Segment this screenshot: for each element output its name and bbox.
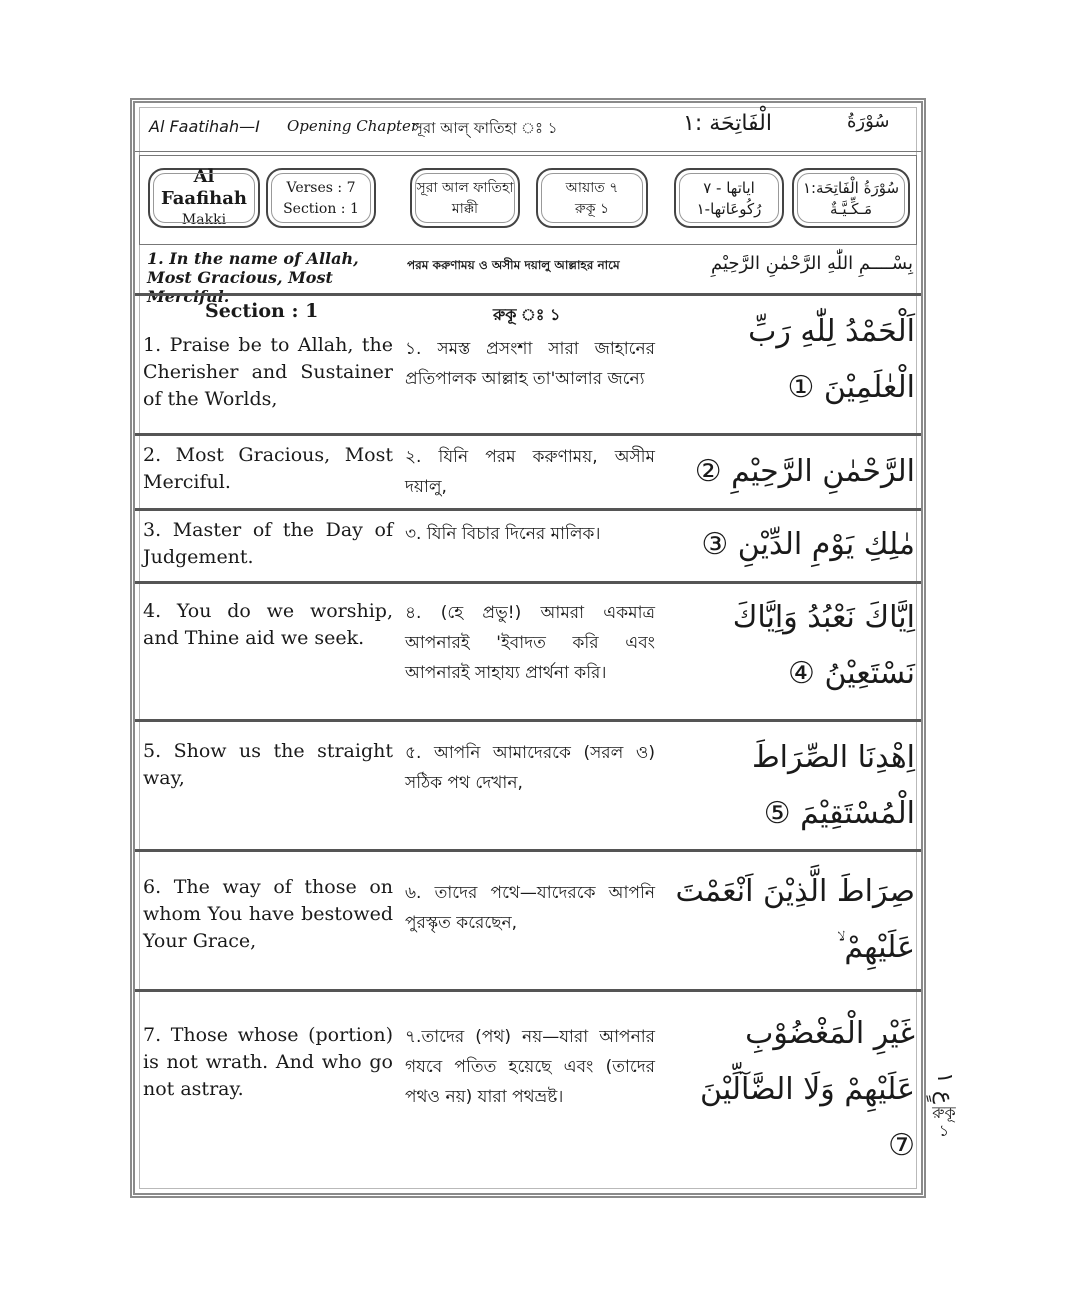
bangla-name-cartouche — [410, 168, 520, 228]
arabic-ruku-count: رُكُوعَاتها-١ — [696, 200, 762, 218]
verse-english: 6. The way of those on whom You have bestowed Your Grace, — [143, 876, 393, 952]
header-arabic-surah: الْفَاتِحَة :١ — [683, 111, 772, 136]
verse-arabic: اَلْحَمْدُ لِلّٰهِ رَبِّ الْعٰلَمِيْنَ ① — [748, 314, 915, 405]
verse-english: 3. Master of the Day of Judgement. — [143, 519, 393, 568]
bangla-surah-name: সূরা আল ফাতিহা — [416, 180, 514, 196]
verse-bangla: ৬. তাদের পথে—যাদেরকে আপনি পুরস্কৃত করেছেন, — [405, 883, 655, 933]
verse-bangla: ৪. (হে প্রভু!) আমরা একমাত্র আপনারই 'ইবাদত করি এবং আপনারই সাহায্য প্রার্থনা করি। — [405, 603, 655, 683]
bangla-ruku-count: রুকূ ১ — [574, 201, 610, 217]
english-surah-type: Makki — [181, 212, 227, 228]
arabic-verse-count: اياتها - ٧ — [703, 179, 755, 197]
section-heading: Section : 1 — [205, 300, 319, 322]
arabic-surah-type: مَـكِّـيَّـةٌ — [829, 200, 873, 218]
page-header — [135, 103, 921, 152]
verse-bangla: ৩. যিনি বিচার দিনের মালিক। — [405, 524, 601, 544]
verse-arabic: مٰلِكِ يَوْمِ الدِّيْنِ ③ — [701, 527, 915, 562]
verse-row-6 — [135, 849, 921, 989]
verse-english: 2. Most Gracious, Most Merciful. — [143, 444, 393, 493]
header-chapter-name: Opening Chapter — [287, 117, 419, 135]
english-surah-name: Al Faafihah — [160, 166, 248, 209]
english-verse-count: Verses : 7 — [286, 180, 356, 196]
english-section-count: Section : 1 — [283, 201, 359, 217]
verse-bangla: ৫. আপনি আমাদেরকে (সরল ও) সঠিক পথ দেখান, — [405, 743, 655, 793]
verse-row-2 — [135, 433, 921, 508]
bismillah-arabic: بِسْــــمِ اللّٰهِ الرَّحْمٰنِ الرَّحِيْمِ — [710, 253, 913, 274]
verse-row-4 — [135, 581, 921, 719]
arabic-surah-name: سُوْرَةُ الْفَاتِحَة:١ — [802, 179, 900, 197]
header-bangla-title: সূরা আল্ ফাতিহা ঃ ১ — [413, 119, 558, 137]
arabic-name-cartouche — [792, 168, 910, 228]
header-english-title: Al Faatihah—I — [149, 117, 260, 136]
bismillah-bangla: পরম করুণাময় ও অসীম দয়ালু আল্লাহর নামে — [407, 258, 620, 272]
verse-arabic: غَيْرِ الْمَغْضُوْبِ عَلَيْهِمْ وَلَا الضَّآلِّيْنَ ⑦ — [699, 1016, 915, 1163]
verse-english: 4. You do we worship, and Thine aid we seek. — [143, 600, 393, 649]
bangla-verse-count: আয়াত ৭ — [565, 180, 619, 196]
english-name-cartouche — [148, 168, 260, 228]
margin-ruku-bangla: রুকূ ১ — [932, 1102, 956, 1140]
verse-bangla: ৭.তাদের (পথ) নয়—যারা আপনার গযবে পতিত হয়েছে এবং (তাদের পথও নয়) যারা পথভ্রষ্ট। — [405, 1027, 655, 1107]
ruku-heading: রুকূ ঃ ১ — [493, 305, 561, 324]
verse-english: 1. Praise be to Allah, the Cherisher and Sustainer of the Worlds, — [143, 334, 393, 410]
verse-bangla: ১. সমস্ত প্রসংশা সারা জাহানের প্রতিপালক আল্লাহ তা'আলার জন্যে — [405, 339, 655, 389]
english-count-cartouche — [266, 168, 376, 228]
verse-arabic: اِهْدِنَا الصِّرَاطَ الْمُسْتَقِيْمَ ⑤ — [751, 740, 915, 831]
verse-row-7 — [135, 989, 921, 1189]
quran-page — [130, 98, 926, 1198]
bangla-surah-type: মাক্কী — [451, 201, 479, 217]
verse-english: 5. Show us the straight way, — [143, 740, 393, 789]
verse-row-3 — [135, 508, 921, 581]
header-arabic-label: سُوْرَةُ — [847, 111, 890, 132]
verse-english: 7. Those whose (portion) is not wrath. And who go not astray. — [143, 1024, 393, 1100]
bismillah-row — [139, 243, 917, 306]
margin-ruku-marker — [928, 1072, 960, 1140]
surah-info-band — [139, 155, 917, 245]
bismillah-english: 1. In the name of Allah, Most Gracious, Most Merciful. — [147, 249, 359, 306]
bangla-count-cartouche — [536, 168, 648, 228]
arabic-count-cartouche — [674, 168, 784, 228]
verse-row-1 — [135, 293, 921, 433]
verse-bangla: ২. যিনি পরম করুণাময়, অসীম দয়ালু, — [405, 447, 655, 497]
verse-arabic: اِيَّاكَ نَعْبُدُ وَاِيَّاكَ نَسْتَعِيْنُ ④ — [732, 600, 915, 691]
verse-arabic: صِرَاطَ الَّذِيْنَ اَنْعَمْتَ عَلَيْهِمْ ۙ — [675, 874, 915, 965]
margin-ruku-arabic: عٍ ١ — [932, 1072, 957, 1104]
verse-arabic: الرَّحْمٰنِ الرَّحِيْمِ ② — [694, 454, 915, 489]
verse-row-5 — [135, 719, 921, 849]
